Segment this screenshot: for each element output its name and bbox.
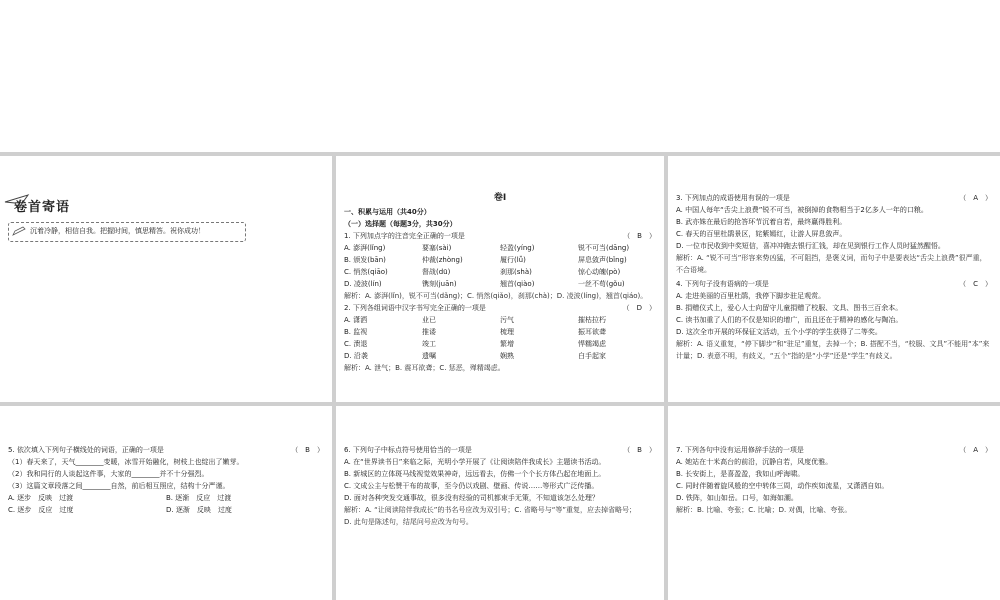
option-text: C. 溃退 <box>344 340 368 348</box>
option-text: 白手起家 <box>578 352 606 360</box>
option-text: 屏息敛声(bǐng) <box>578 256 627 264</box>
option-text: D. 这次全市开展的环保征文活动，五个小学的学生获得了二等奖。 <box>676 328 882 336</box>
question-stem: 3. 下列加点的成语使用有误的一项是 <box>676 194 790 202</box>
answer-box: （ B ） <box>623 446 656 454</box>
option-text: A. 她站在十米高台的前沿，沉静自若，风度优雅。 <box>676 458 833 466</box>
explanation: D. 此句是陈述句，结尾问号应改为句号。 <box>344 518 473 526</box>
option-row <box>344 338 656 350</box>
option-text: D. 一位市民收到中奖短信，喜冲冲跑去银行汇钱，却在见到银行工作人员时猛然醒悟。 <box>676 242 945 250</box>
option-text: 履行(lǚ) <box>500 256 526 264</box>
option-text: D. 沿袭 <box>344 352 368 360</box>
option-text: C. 读书加重了人们的不仅是知识的增广，而且还在于精神的感化与陶冶。 <box>676 316 903 324</box>
option-text: 惊心动魄(pò) <box>578 268 621 276</box>
question-stem: 5. 依次填入下列句子横线处的词语，正确的一项是 <box>8 446 164 454</box>
option-text: A. 在“世界读书日”来临之际，光明小学开展了《让阅读陪伴我成长》主题读书活动。 <box>344 458 606 466</box>
question-5 <box>8 444 324 456</box>
question-stem: 4. 下列句子没有语病的一项是 <box>676 280 769 288</box>
option-text: B. 捐赠仪式上，爱心人士向留守儿童捐赠了校服、文具、图书三百余本。 <box>676 304 903 312</box>
explanation: 解析：A. “锐不可当”形容来势凶猛，不可阻挡，是褒义词，而句子中是要表达“舌尖上浪费”很严重，不合语境。 <box>676 254 987 274</box>
answer-box: （ D ） <box>622 304 656 312</box>
option-text: A. 潇洒 <box>344 316 368 324</box>
option-text: B. 新城区的立体斑马线视觉效果神奇，远远看去，仿佛一个个长方体凸起在地面上。 <box>344 470 606 478</box>
explanation: 解析：A. 澎湃(lǐn)，锐不可当(dǎng)；C. 悄然(qiǎo)，刹那(chà)；D. 凌波(líng)，翘首(qiáo)。 <box>344 292 648 300</box>
option-text: 督战(dū) <box>422 268 451 276</box>
option-text: A. 中国人每年“舌尖上浪费”锐不可当，被倒掉的食物相当于2亿多人一年的口粮。 <box>676 206 928 214</box>
option-text: A. 逐步 反映 过渡 <box>8 494 74 502</box>
page-questions-3-4 <box>668 156 1000 402</box>
page-question-6 <box>336 406 664 600</box>
cover-title: 卷首寄语 <box>14 200 71 215</box>
top-blank-area <box>0 0 1000 152</box>
option-text: B. 逐渐 反应 过渡 <box>166 494 232 502</box>
pencil-icon <box>12 226 26 236</box>
option-text: 梳理 <box>500 328 514 336</box>
answer-box: （ A ） <box>959 194 992 202</box>
answer-box: （ C ） <box>959 280 992 288</box>
option-text: D. 铁阵，如山如岳。口号，如海如潮。 <box>676 494 798 502</box>
question-stem: 7. 下列各句中没有运用修辞手法的一项是 <box>676 446 804 454</box>
option-text: C. 同时伴随着旋风般的空中转体三周，动作疾如流星，又潇洒自如。 <box>676 482 889 490</box>
option-text: 一丝不苟(gǒu) <box>578 280 625 288</box>
question-7 <box>676 444 992 456</box>
page-question-5 <box>0 406 332 600</box>
option-text: 悍糯竭虑 <box>578 340 606 348</box>
page-cover <box>0 156 332 402</box>
option-row <box>344 242 656 254</box>
question-stem: 6. 下列句子中标点符号使用恰当的一项是 <box>344 446 472 454</box>
option-text: 刹那(shà) <box>500 268 532 276</box>
option-row <box>8 492 324 504</box>
option-text: 竣工 <box>422 340 436 348</box>
question-stem: 1. 下列加点字的注音完全正确的一项是 <box>344 232 465 240</box>
fill-blank-line: （3）这篇文章段落之间________自然，前后相互照应，结构十分严谨。 <box>8 482 230 490</box>
page-question-7 <box>668 406 1000 600</box>
answer-box: （ A ） <box>959 446 992 454</box>
option-text: 振耳欲聋 <box>578 328 606 336</box>
option-text: C. 文成公主与松赞干布的故事，至今仍以戏剧、壁画、传说……等形式广泛传播。 <box>344 482 599 490</box>
option-text: A. 走进美丽的百里杜鹃，我停下脚步驻足观赏。 <box>676 292 826 300</box>
option-text: C. 逐步 反应 过度 <box>8 506 74 514</box>
option-text: 业已 <box>422 316 436 324</box>
question-2 <box>344 302 656 314</box>
explanation: 解析：A. 语义重复，“停下脚步”和“驻足”重复，去掉一个；B. 搭配不当，“校服、文具”不能用“本”来计量；D. 表意不明，有歧义，“五个”指的是“小学”还是“学生”有歧义。 <box>676 340 990 360</box>
explanation: 解析：A. 泄气；B. 震耳欲聋；C. 惩恶，殚精竭虑。 <box>344 364 505 372</box>
fill-blank-line: （2）我和同行的人谈起这件事，大家的________并不十分强烈。 <box>8 470 209 478</box>
option-text: B. 武亦姝在最后的抢答环节沉着自若，最终赢得胜利。 <box>676 218 847 226</box>
option-text: B. 长安街上，是喜盈盈，我如山呼海啸。 <box>676 470 805 478</box>
option-text: D. 面对各种突发交通事故，很多没有经验的司机都束手无策，不知道该怎么处理？ <box>344 494 599 502</box>
section-title: 一、积累与运用（共40分） <box>344 208 431 216</box>
question-4 <box>676 278 992 290</box>
option-row <box>344 266 656 278</box>
option-text: 轻盈(yíng) <box>500 244 535 252</box>
option-row <box>344 314 656 326</box>
question-stem: 2. 下列各组词语中汉字书写完全正确的一项是 <box>344 304 486 312</box>
option-row <box>344 278 656 290</box>
option-text: 繁增 <box>500 340 514 348</box>
option-text: 污气 <box>500 316 514 324</box>
option-text: 娴熟 <box>500 352 514 360</box>
explanation: 解析：B. 比喻、夸张；C. 比喻；D. 对偶，比喻、夸张。 <box>676 506 852 514</box>
volume-title: 卷Ⅰ <box>493 193 507 203</box>
option-text: 遗嘱 <box>422 352 436 360</box>
answer-box: （ B ） <box>623 232 656 240</box>
option-text: A. 澎湃(lǐng) <box>344 244 386 252</box>
option-row <box>344 254 656 266</box>
question-6 <box>344 444 656 456</box>
option-text: 仲裁(zhòng) <box>422 256 463 264</box>
option-text: 要塞(sài) <box>422 244 452 252</box>
cover-motto: 沉着冷静，相信自我。把握时间，慎思精答。祝你成功！ <box>30 227 205 235</box>
page-questions-1-2 <box>336 156 664 402</box>
option-text: C. 悄然(qiāo) <box>344 268 388 276</box>
question-3 <box>676 192 992 204</box>
fill-blank-line: （1）春天来了，天气________变暖，冰雪开始融化，树枝上也绽出了嫩芽。 <box>8 458 244 466</box>
option-text: B. 监视 <box>344 328 368 336</box>
option-text: 镌刻(juān) <box>422 280 457 288</box>
option-text: 锐不可当(dāng) <box>578 244 630 252</box>
answer-box: （ B ） <box>291 446 324 454</box>
option-text: 摧枯拉朽 <box>578 316 606 324</box>
option-text: 翘首(qiào) <box>500 280 535 288</box>
option-text: 推诿 <box>422 328 436 336</box>
sub-section-title: （一）选择题（每题3分，共30分） <box>344 220 457 228</box>
option-row <box>344 326 656 338</box>
question-1 <box>344 230 656 242</box>
option-row <box>344 350 656 362</box>
explanation: 解析：A. “让阅读陪伴我成长”的书名号应改为双引号；C. 省略号与“等”重复，应去掉省略号； <box>344 506 636 514</box>
option-text: C. 春天的百里杜鹃景区，姹紫嫣红，让游人屏息敛声。 <box>676 230 847 238</box>
option-row <box>8 504 324 516</box>
option-text: B. 颁发(bān) <box>344 256 386 264</box>
option-text: D. 凌波(lín) <box>344 280 382 288</box>
option-text: D. 逐渐 反映 过度 <box>166 506 232 514</box>
